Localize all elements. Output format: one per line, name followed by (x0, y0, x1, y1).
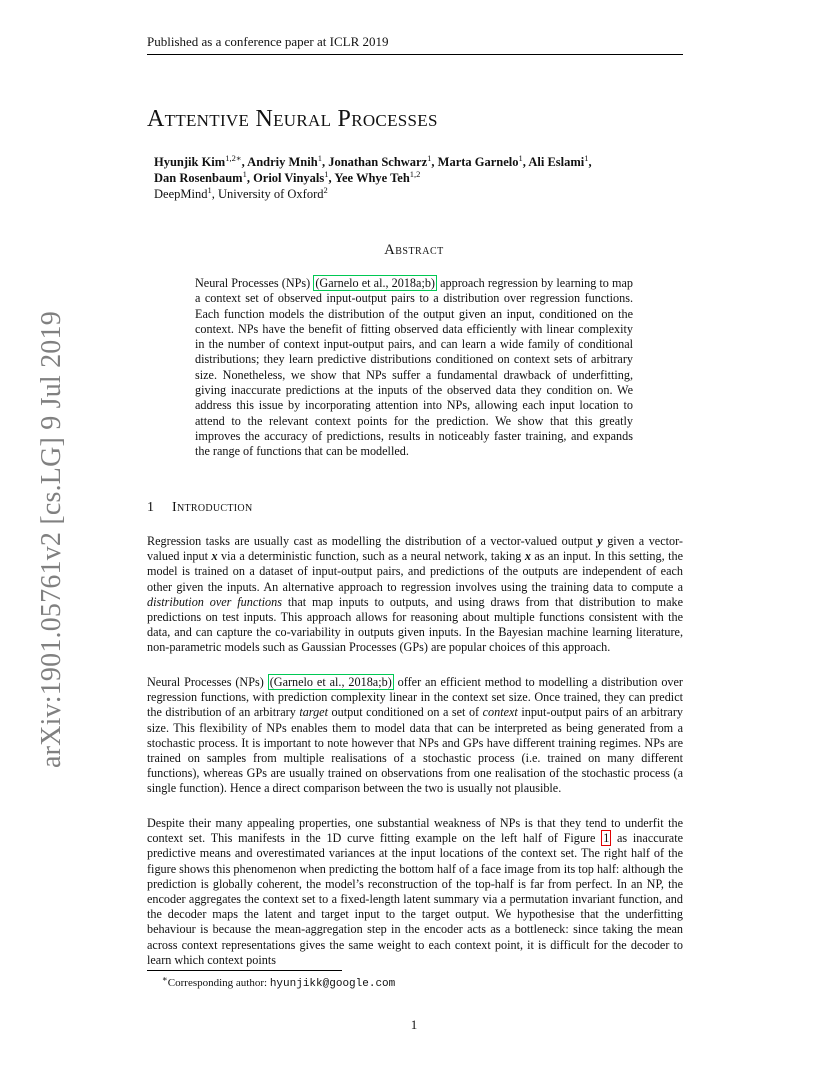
affiliation: University of Oxford (217, 187, 324, 201)
header-rule (147, 54, 683, 55)
emphasis: distribution over functions (147, 594, 282, 609)
footnote-mark: ∗ (162, 973, 168, 984)
author-name: Andriy Mnih (247, 155, 318, 169)
author-name: Hyunjik Kim (154, 155, 226, 169)
author-name: Dan Rosenbaum (154, 171, 243, 185)
running-header: Published as a conference paper at ICLR 2019 (147, 34, 389, 49)
emphasis: context (482, 705, 518, 720)
intro-paragraph-1: Regression tasks are usually cast as modelling the distribution of a vector-valued output y given a vector-valued input x via a deterministic function, such as a neural network, taking x as an input. In this setting, the model is trained on a dataset of input-output pairs, and predictions of the outputs are independent of each other given the inputs. An alternative approach to regression involves using the training data to compute a distribution over functions that map inputs to outputs, and using draws from that distribution to make predictions on test inputs. This approach allows for reasoning about multiple functions consistent with the data, and can capture the co-variability in outputs given inputs. In the Bayesian machine learning literature, non-parametric models such as Gaussian Processes (GPs) are popular choices of this approach. (147, 534, 683, 655)
intro-paragraph-2: Neural Processes (NPs) (Garnelo et al., 2018a;b) offer an efficient method to modelling a distribution over regression functions, with prediction complexity linear in the context set size. Once trained, they can predict the distribution of an arbitrary target output conditioned on a set of context input-output pairs of an arbitrary size. This flexibility of NPs enables them to model data that can be interpreted as being generated from a stochastic process. It is important to note however that NPs and GPs have different training regimes. NPs are trained on samples from multiple realisations of a stochastic process (i.e. trained on many different functions), whereas GPs are usually trained on observations from one realisation of the stochastic process (a single function). Hence a direct comparison between the two is usually not plausible. (147, 675, 683, 796)
author-sup: 1 (317, 152, 322, 163)
section-title: Introduction (172, 500, 253, 515)
author-sup: 1 (427, 152, 432, 163)
section-heading (147, 500, 252, 516)
intro-paragraph-3: Despite their many appealing properties, one substantial weakness of NPs is that they tend to underfit the context set. This manifests in the 1D curve fitting example on the left half of Figure 1 as inaccurate predictive means and overestimated variances at the input locations of the context set. The right half of the figure shows this phenomenon when predicting the bottom half of a face image from its top half: although the prediction is globally coherent, the model’s reconstruction of the top-half is far from perfect. In an NP, the encoder aggregates the context set to a fixed-length latent summary via a permutation invariant function, and the decoder maps the latent and target input to the target output. We hypothesise that the underfitting behaviour is because the mean-aggregation step in the encoder acts as a bottleneck: since taking the mean across context representations gives the same weight to each context point, it is difficult for the decoder to learn which context points (147, 816, 683, 967)
author-name: Ali Eslami (528, 155, 585, 169)
footnote: ∗Corresponding author: hyunjikk@google.com (162, 973, 396, 990)
section-number: 1 (147, 500, 155, 515)
author-block: Hyunjik Kim$^{1,2∗}$, Andriy Mnih$^1$, Jonathan Schwarz$^1$, Marta Garnelo$^1$, Ali Eslami$^1$, Dan Rosenbaum$^1$, Oriol Vinyals$^1$, Yee Whye Teh$^{1,2}$ DeepMind$^1$, University of Oxford$^2$ (154, 152, 592, 201)
abstract-heading: Abstract (384, 242, 444, 258)
author-name: Marta Garnelo (437, 155, 519, 169)
author-name: Oriol Vinyals (253, 171, 325, 185)
paper-title: Attentive Neural Processes (147, 106, 438, 132)
math-y: y (597, 534, 603, 548)
footnote-rule (147, 970, 342, 971)
email: hyunjikk@google.com (269, 978, 396, 990)
affiliation-sup: 2 (323, 184, 328, 195)
math-x: x (524, 549, 531, 564)
abstract-body: Neural Processes (NPs) (Garnelo et al., 2018a;b) approach regression by learning to map a context set of observed input-output pairs to a distribution over regression functions. Each function models the distribution of the output given an input, conditioned on the context. NPs have the benefit of fitting observed data efficiently with linear complexity in the number of context input-output pairs, and can learn a wide family of conditional distributions; they learn predictive distributions conditioned on context sets of arbitrary size. Nonetheless, we show that NPs suffer a fundamental drawback of underfitting, giving inaccurate predictions at the inputs of the observed data they condition on. We address this issue by incorporating attention into NPs, allowing each input location to attend to the relevant context points for the prediction. We show that this greatly improves the accuracy of predictions, results in noticeably faster training, and expands the range of functions that can be modelled. (195, 276, 633, 459)
page-number: 1 (410, 1017, 418, 1032)
citation-link[interactable]: (Garnelo et al., 2018a;b) (269, 675, 392, 689)
citation-link[interactable]: (Garnelo et al., 2018a;b) (315, 276, 435, 290)
author-sup: 1 (518, 152, 523, 163)
emphasis: target (299, 705, 328, 720)
author-name: Yee Whye Teh (334, 171, 410, 185)
author-sup: 1 (324, 168, 329, 179)
author-name: Jonathan Schwarz (328, 155, 428, 169)
figure-ref-link[interactable]: 1 (603, 831, 610, 846)
author-sup: 1,2 (409, 168, 421, 179)
author-sup: 1 (584, 152, 589, 163)
author-sup: 1 (242, 168, 247, 179)
arxiv-stamp: arXiv:1901.05761v2 [cs.LG] 9 Jul 2019 (36, 311, 67, 768)
affiliation-sup: 1 (207, 184, 212, 195)
affiliation: DeepMind (154, 187, 208, 201)
math-x: x (211, 549, 218, 564)
author-sup: 1,2∗ (225, 152, 242, 163)
